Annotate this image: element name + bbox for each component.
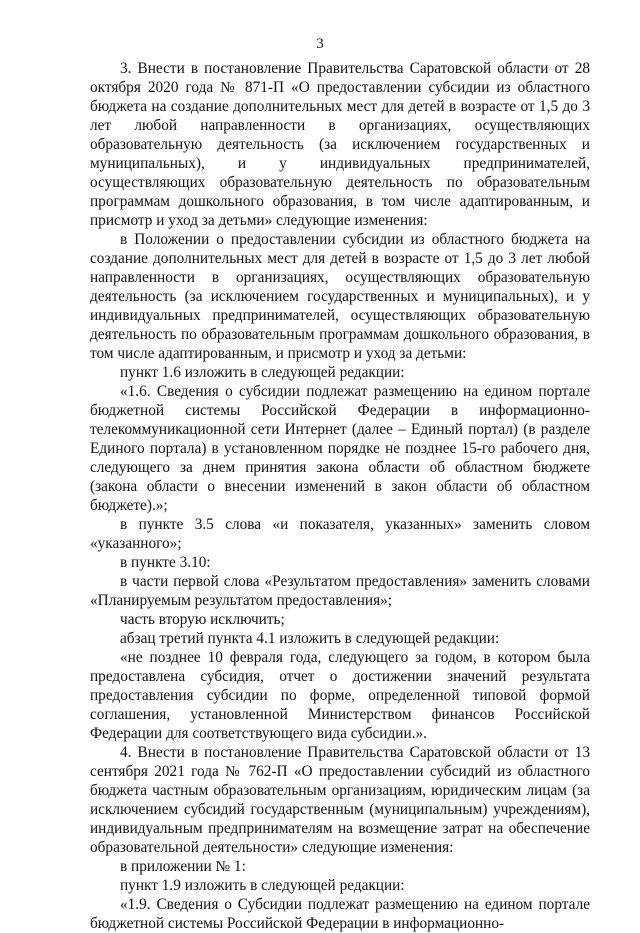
paragraph-point-3-5: в пункте 3.5 слова «и показателя, указанных» заменить словом «указанного»;	[90, 516, 590, 552]
paragraph-part-one: в части первой слова «Результатом предоставления» заменить словами «Планируемым результатом предоставления»;	[90, 573, 590, 609]
paragraph-item-3-intro: 3. Внести в постановление Правительства Саратовской области от 28 октября 2020 года № 871-П «О предоставлении субсидии из областного бюджета на создание дополнительных мест для детей в возрасте от 1,5 до 3 лет любой направленности в организациях, осуществляющих образовательную деятельность (за исключением государственных и муниципальных), и у индивидуальных предпринимателей, осуществляющих образовательную деятельность по образовательным программам дошкольного образования, в том числе адаптированным, и присмотр и уход за детьми» следующие изменения:	[90, 60, 590, 229]
paragraph-regulation-title: в Положении о предоставлении субсидии из областного бюджета на создание дополнительных мест для детей в возрасте от 1,5 до 3 лет любой направленности в организациях, осуществляющих образовательную деятельность (за исключением государственных и муниципальных), и у индивидуальных предпринимателей, осуществляющих образовательную деятельность по образовательным программам дошкольного образования, в том числе адаптированным, и присмотр и уход за детьми:	[90, 231, 590, 362]
paragraph-appendix-1: в приложении № 1:	[120, 858, 246, 875]
paragraph-point-1-9-intro: пункт 1.9 изложить в следующей редакции:	[120, 877, 405, 894]
paragraph-item-4-intro: 4. Внести в постановление Правительства Саратовской области от 13 сентября 2021 года № 762-П «О предоставлении субсидий из областного бюджета частным образовательным организациям, юридическим лицам (за исключением субсидий государственным (муниципальным) учреждениям), индивидуальным предпринимателям на возмещение затрат на обеспечение образовательной деятельности» следующие изменения:	[90, 744, 590, 856]
document-body	[90, 59, 590, 933]
paragraph-point-3-10: в пункте 3.10:	[120, 554, 211, 571]
paragraph-point-1-6-text: «1.6. Сведения о субсидии подлежат размещению на едином портале бюджетной системы Российской Федерации в информационно-телекоммуникационной сети Интернет (далее – Единый портал) (в разделе Единого портала) в установленном порядке не позднее 15-го рабочего дня, следующего за днем принятия закона области об областном бюджете (закона области о внесении изменений в закон области об областном бюджете).»;	[90, 383, 590, 514]
paragraph-point-4-1-intro: абзац третий пункта 4.1 изложить в следующей редакции:	[120, 630, 500, 647]
page-number: 3	[316, 36, 324, 52]
paragraph-point-1-9-text: «1.9. Сведения о Субсидии подлежат размещению на едином портале бюджетной системы Российской Федерации в информационно-	[90, 896, 590, 932]
paragraph-part-two: часть вторую исключить;	[120, 611, 285, 628]
paragraph-point-1-6-intro: пункт 1.6 изложить в следующей редакции:	[120, 364, 405, 381]
paragraph-point-4-1-text: «не позднее 10 февраля года, следующего за годом, в котором была предоставлена субсидия, отчет о достижении значений результата предоставления субсидии по форме, определенной типовой формой соглашения, установленной Министерством финансов Российской Федерации для соответствующего вида субсидии.».	[90, 649, 590, 742]
